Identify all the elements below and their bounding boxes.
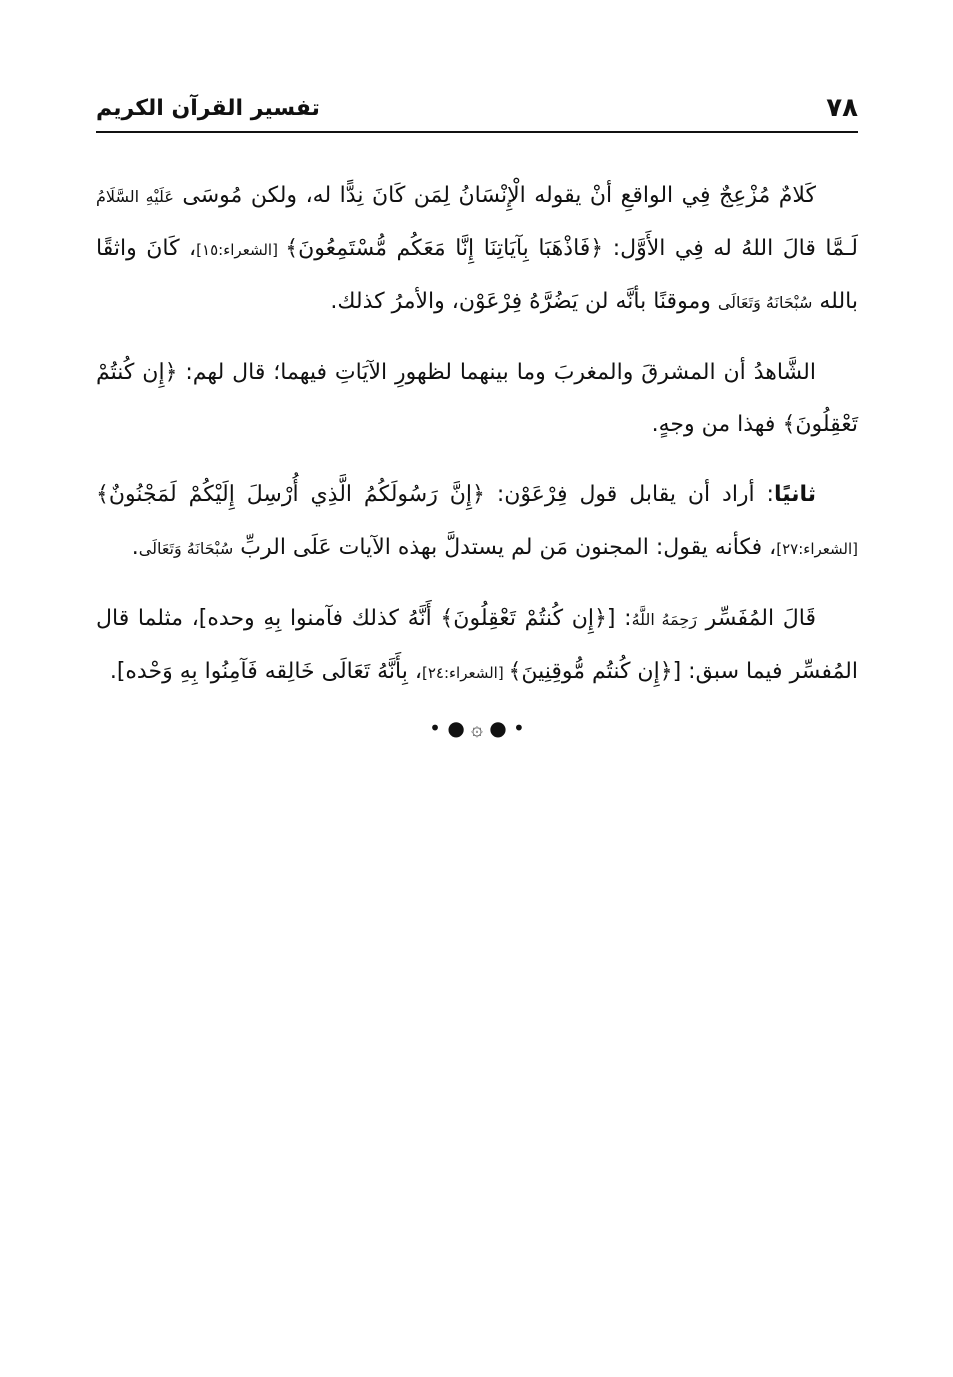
text-run: فهذا من وجهٍ. bbox=[651, 412, 783, 437]
quran-verse: ﴿فَاذْهَبَا بِآيَاتِنَا إِنَّا مَعَكُم مُّسْتَمِعُونَ﴾ bbox=[285, 236, 604, 261]
page-body bbox=[96, 170, 858, 717]
quran-verse: ﴿إِنَّ رَسُولَكُمُ الَّذِي أُرْسِلَ إِلَيْكُمْ لَمَجْنُونٌ﴾ bbox=[96, 482, 485, 507]
quran-verse: ﴿إِن كُنتُمْ تَعْقِلُونَ﴾ bbox=[96, 360, 858, 437]
quran-verse: ﴿إِن كُنتُم مُّوقِنِينَ﴾ bbox=[508, 659, 673, 684]
text-run: : [ bbox=[606, 606, 632, 631]
text-run: كَلامٌ مُزْعِجٌ فِي الواقعِ أنْ يقوله الْإِنْسَانُ لِمَن كَانَ نِدًّا له، ولكن مُوسَى bbox=[173, 183, 817, 208]
paragraph bbox=[96, 593, 858, 699]
text-run: الشَّاهدُ أن المشرقَ والمغربَ وما بينهما لظهورِ الآيَاتِ فيهما؛ قال لهم: bbox=[177, 360, 816, 385]
text-run: ، فكأنه يقول: المجنون مَن لم يستدلَّ بهذه الآيات عَلَى الربِّ bbox=[233, 535, 777, 560]
text-run: لَـمَّا قالَ اللهُ له فِي الأَوَّل: bbox=[603, 236, 858, 261]
paragraph bbox=[96, 347, 858, 451]
paragraph bbox=[96, 469, 858, 575]
header-divider bbox=[96, 131, 858, 133]
book-title: تفسير القرآن الكريم bbox=[96, 95, 320, 121]
paragraph-lead: ثانيًا bbox=[773, 482, 817, 507]
text-run: أَنَّهُ كذلك فآمنوا بِهِ وحده]، مثلما قال المُفسِّر فيما سبق: [ bbox=[96, 606, 858, 684]
page-number: ٧٨ bbox=[826, 93, 858, 123]
text-run: . bbox=[131, 535, 139, 560]
text-run: ، بِأَنَّهُ تَعَالَى خَالِقه فَآمِنُوا بِهِ وَحْده]. bbox=[109, 659, 422, 684]
quran-verse: ﴿إِن كُنتُمْ تَعْقِلُونَ﴾ bbox=[440, 606, 607, 631]
honorific: عَلَيْهِ السَّلَامُ bbox=[96, 187, 174, 206]
page-header bbox=[96, 88, 858, 128]
verse-reference: [الشعراء:٢٤] bbox=[421, 664, 509, 682]
paragraph bbox=[96, 170, 858, 329]
text-run: ، كَانَ واثقًا بالله bbox=[96, 236, 858, 314]
section-end-ornament: • ● ۞ ● • bbox=[429, 716, 525, 740]
verse-reference: [الشعراء:١٥] bbox=[196, 241, 286, 259]
verse-reference: [الشعراء:٢٧] bbox=[776, 540, 858, 558]
honorific: رَحِمَهُ اللَّهُ bbox=[631, 610, 697, 629]
honorific: سُبْحَانَهُ وَتَعَالَى bbox=[138, 539, 234, 558]
text-run: وموقنًا بأنَّه لن يَضُرَّهُ فِرْعَوْن، والأمرُ كذلك. bbox=[330, 289, 718, 314]
honorific: سُبْحَانَهُ وَتَعَالَى bbox=[717, 293, 813, 312]
text-run: قَالَ المُفَسِّر bbox=[697, 606, 816, 631]
text-run: : أراد أن يقابل قول فِرْعَوْن: bbox=[484, 482, 774, 507]
